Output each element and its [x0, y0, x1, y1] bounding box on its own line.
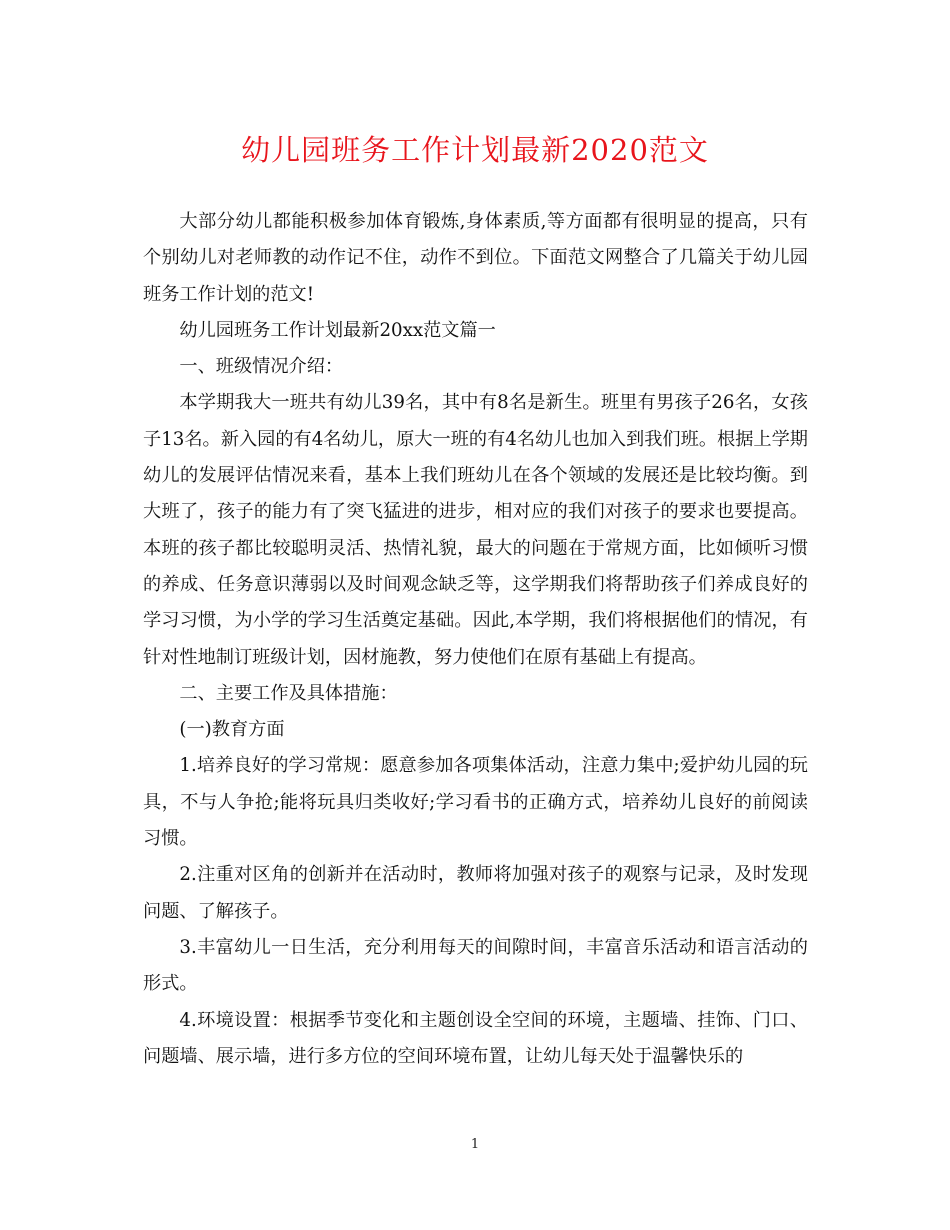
paragraph-item-4: 4.环境设置：根据季节变化和主题创设全空间的环境，主题墙、挂饰、门口、问题墙、展示墙，进行多方位的空间环境布置，让幼儿每天处于温馨快乐的	[143, 1009, 808, 1067]
paragraph-heading-education: (一)教育方面	[179, 719, 285, 741]
paragraph-heading-class-intro: 一、班级情况介绍：	[179, 356, 344, 378]
paragraph-intro: 大部分幼儿都能积极参加体育锻炼,身体素质,等方面都有很明显的提高，只有个别幼儿对老师教的动作记不住，动作不到位。下面范文网整合了几篇关于幼儿园班务工作计划的范文!	[143, 211, 808, 305]
document-body	[143, 204, 808, 1075]
document-title: 幼儿园班务工作计划最新2020范文	[241, 133, 709, 167]
page-number: 1	[470, 1137, 480, 1152]
paragraph-section-heading: 幼儿园班务工作计划最新20xx范文篇一	[179, 319, 496, 341]
paragraph-item-3: 3.丰富幼儿一日生活，充分利用每天的间隙时间，丰富音乐活动和语言活动的形式。	[143, 936, 808, 995]
paragraph-item-2: 2.注重对区角的创新并在活动时，教师将加强对孩子的观察与记录，及时发现问题、了解孩子。	[143, 864, 808, 922]
paragraph-class-intro: 本学期我大一班共有幼儿39名，其中有8名是新生。班里有男孩子26名，女孩子13名。新入园的有4名幼儿，原大一班的有4名幼儿也加入到我们班。根据上学期幼儿的发展评估情况来看，基本上我们班幼儿在各个领域的发展还是比较均衡。到大班了，孩子的能力有了突飞猛进的进步，相对应的我们对孩子的要求也要提高。本班的孩子都比较聪明灵活、热情礼貌，最大的问题在于常规方面，比如倾听习惯的养成、任务意识薄弱以及时间观念缺乏等，这学期我们将帮助孩子们养成良好的学习习惯，为小学的学习生活奠定基础。因此,本学期，我们将根据他们的情况，有针对性地制订班级计划，因材施教，努力使他们在原有基础上有提高。	[143, 392, 808, 668]
paragraph-heading-main-work: 二、主要工作及具体措施：	[179, 682, 398, 704]
paragraph-item-1: 1.培养良好的学习常规：愿意参加各项集体活动，注意力集中;爱护幼儿园的玩具，不与人争抢;能将玩具归类收好;学习看书的正确方式，培养幼儿良好的前阅读习惯。	[143, 755, 808, 850]
